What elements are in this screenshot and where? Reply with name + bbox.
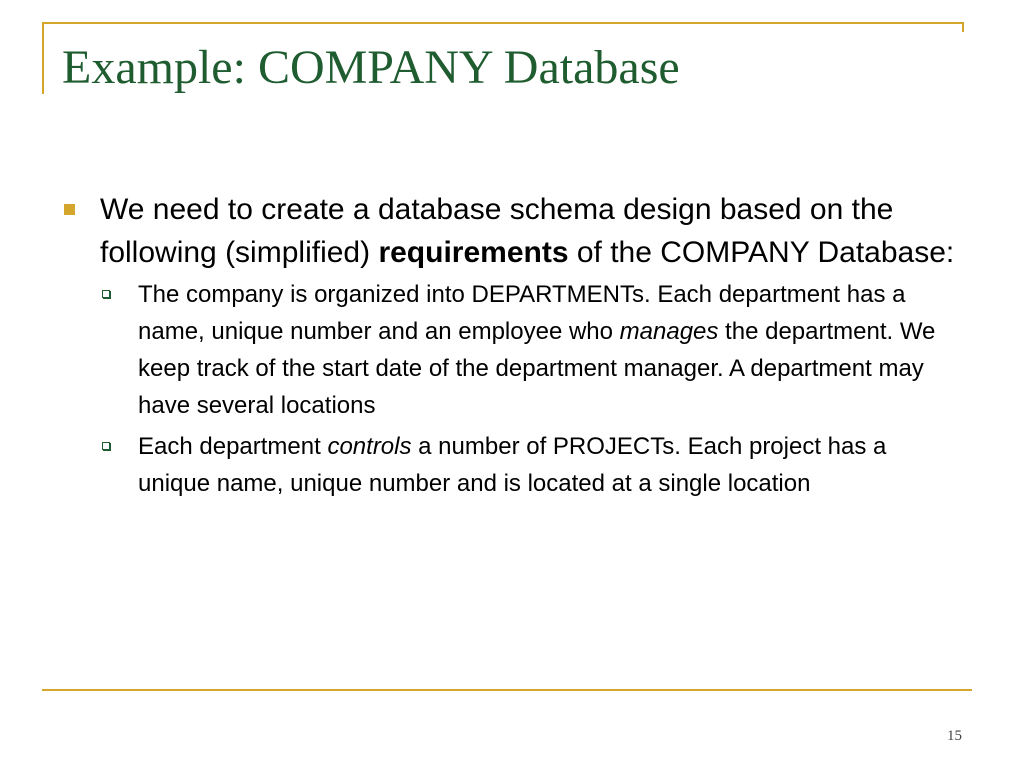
sub-bullet-projects [62, 428, 962, 502]
controls-emphasis: controls [327, 433, 412, 460]
main-bullet-text: We need to create a database schema design based on the following (simplified) [100, 193, 894, 269]
frame-top-rule [42, 22, 964, 24]
sub-bullet-list [62, 276, 962, 502]
manages-emphasis: manages [619, 318, 719, 345]
page-number: 15 [947, 728, 962, 744]
main-bullet-text-end: of the COMPANY Database: [568, 236, 955, 269]
slide-title: Example: COMPANY Database [62, 41, 680, 94]
square-bullet-icon [64, 204, 75, 215]
main-bullet [62, 188, 962, 274]
frame-right-rule [962, 22, 964, 32]
hollow-square-bullet-icon [102, 290, 110, 298]
slide-content [62, 188, 962, 506]
sub-bullet-departments [62, 276, 962, 424]
sub-bullet-text-end: a number of PROJECTs. Each project has a unique name, unique number and is located at a single location [138, 433, 887, 497]
sub-bullet-text: Each department [138, 433, 328, 460]
footer-rule [42, 689, 972, 691]
requirements-emphasis: requirements [378, 236, 569, 269]
frame-left-rule [42, 22, 44, 94]
sub-bullet-text-end: the department. We keep track of the start date of the department manager. A department may have several locations [138, 318, 936, 419]
sub-bullet-text: The company is organized into DEPARTMENTs. Each department has a name, unique number and an employee who [138, 281, 906, 345]
hollow-square-bullet-icon [102, 442, 110, 450]
